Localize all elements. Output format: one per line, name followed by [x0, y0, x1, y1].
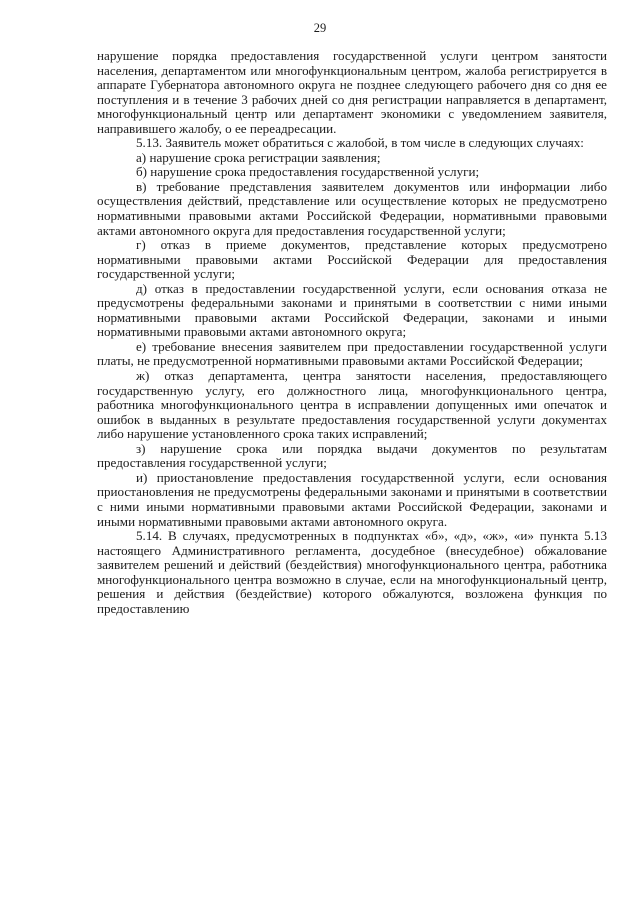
- list-item-zh: ж) отказ департамента, центра занятости населения, предоставляющего государственную услугу, его должностного лица, многофункционального центра, работника многофункционального центра в исправлении допущенных ими опечаток и ошибок в выданных в результате предоставления государственной услуги документах либо нарушение установленного срока таких исправлений;: [97, 368, 607, 442]
- list-item-e: е) требование внесения заявителем при предоставлении государственной услуги платы, не предусмотренной нормативными правовыми актами Российской Федерации;: [97, 338, 607, 369]
- paragraph-5-14: 5.14. В случаях, предусмотренных в подпунктах «б», «д», «ж», «и» пункта 5.13 настоящего Административного регламента, досудебное (внесудебное) обжалование заявителем решений и действий (бездействия) многофункционального центра, работника многофункционального центра возможно в случае, если на многофункциональный центр, решения и действия (бездействие) которого обжалуются, возложена функция по предоставлению: [97, 528, 607, 616]
- page-number: 29: [313, 21, 327, 35]
- list-item-d: д) отказ в предоставлении государственной услуги, если основания отказа не предусмотрены федеральными законами и принятыми в соответствии с ними иными нормативными правовыми актами Российской Федерации, законами и иными нормативными правовыми актами автономного округа;: [97, 280, 607, 340]
- list-item-g: г) отказ в приеме документов, представление которых предусмотрено нормативными правовыми актами Российской Федерации для предоставления государственной услуги;: [97, 237, 607, 282]
- list-item-i: и) приостановление предоставления государственной услуги, если основания приостановления не предусмотрены федеральными законами и принятыми в соответствии с ними иными нормативными правовыми актами Российской Федерации, законами и иными нормативными правовыми актами автономного округа.: [97, 469, 607, 529]
- list-item-v: в) требование представления заявителем документов или информации либо осуществления действий, представление или осуществление которых не предусмотрено нормативными правовыми актами Российской Федерации, нормативными правовыми актами автономного округа для предоставления государственной услуги;: [97, 178, 607, 238]
- list-item-z: з) нарушение срока или порядка выдачи документов по результатам предоставления государственной услуги;: [97, 440, 607, 471]
- paragraph-5-13: 5.13. Заявитель может обратиться с жалобой, в том числе в следующих случаях:: [136, 135, 584, 151]
- paragraph-complaint-registration: нарушение порядка предоставления государственной услуги центром занятости населения, департаментом или многофункциональным центром, жалоба регистрируется в аппарате Губернатора автономного округа не позднее следующего рабочего дня со дня ее поступления и в течение 3 рабочих дней со дня регистрации направляется в департамент, многофункциональный центр или департамент экономики с уведомлением заявителя, направившего жалобу, о ее переадресации.: [97, 48, 607, 136]
- list-item-a: а) нарушение срока регистрации заявления;: [136, 149, 381, 165]
- list-item-b: б) нарушение срока предоставления государственной услуги;: [136, 164, 480, 180]
- document-body: [97, 49, 607, 616]
